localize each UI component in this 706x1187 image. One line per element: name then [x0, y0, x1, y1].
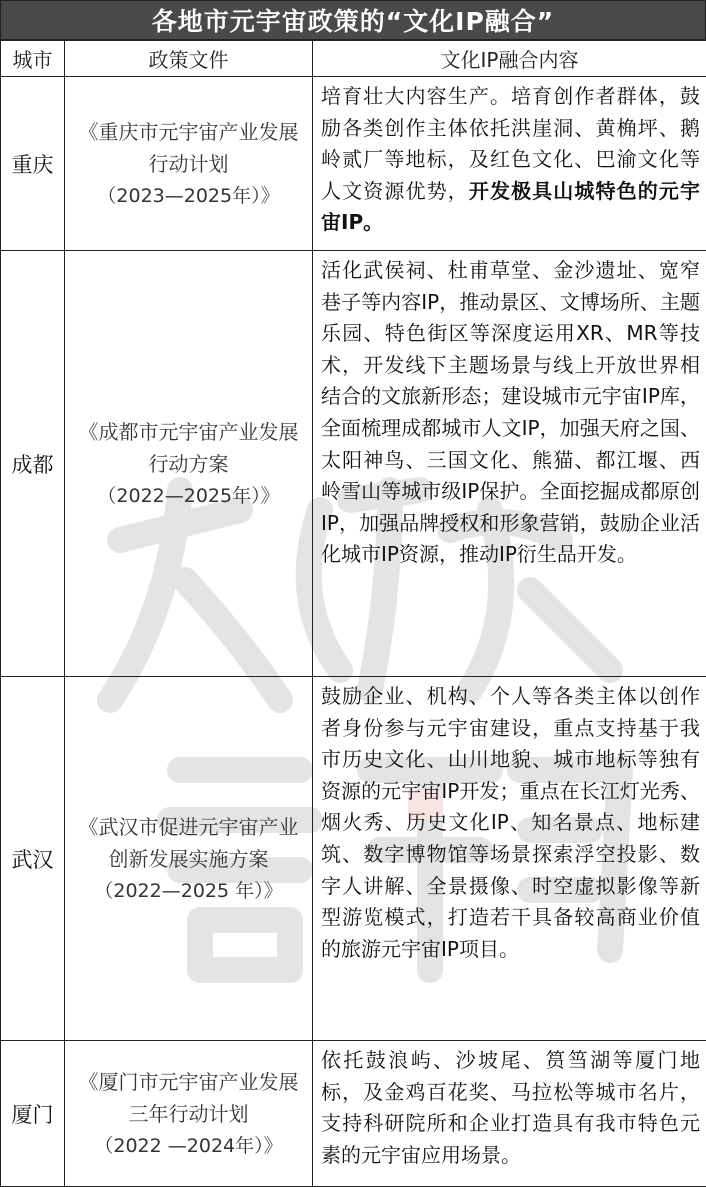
content-bold-text: 开发极具山城特色的元宇宙IP。: [321, 179, 700, 235]
policy-table: [0, 40, 706, 1187]
policy-doc-title: 《重庆市元宇宙产业发展行动计划: [79, 120, 299, 176]
policy-doc-cell: [65, 251, 313, 677]
table-row: [1, 251, 706, 677]
policy-doc-cell: [65, 677, 313, 1041]
policy-doc-title: 《武汉市促进元宇宙产业创新发展实施方案: [79, 815, 299, 871]
city-cell: 厦门: [1, 1041, 65, 1187]
table-row: [1, 77, 706, 251]
table-row: [1, 1041, 706, 1187]
header-content: 文化IP融合内容: [313, 41, 706, 77]
policy-doc-years: （2023—2025年）》: [77, 180, 300, 212]
policy-doc-title: 《成都市元宇宙产业发展行动方案: [79, 420, 299, 476]
policy-doc-cell: [65, 1041, 313, 1187]
content-text: 活化武侯祠、杜甫草堂、金沙遗址、宽窄巷子等内容IP，推动景区、文博场所、主题乐园、特色街区等深度运用XR、MR等技术，开发线下主题场景与线上开放世界相结合的文旅新形态；建设城市元宇宙IP库，全面梳理成都城市人文IP，加强天府之国、太阳神鸟、三国文化、熊猫、都江堰、西岭雪山等城市级IP保护。全面挖掘成都原创IP，加强品牌授权和形象营销，鼓励企业活化城市IP资源，推动IP衍生品开发。: [321, 258, 700, 566]
header-policy-doc: 政策文件: [65, 41, 313, 77]
city-cell: 成都: [1, 251, 65, 677]
policy-doc-title: 《厦门市元宇宙产业发展三年行动计划: [79, 1070, 299, 1126]
policy-doc-years: （2022—2025年）》: [77, 480, 300, 512]
content-text: 培育壮大内容生产。培育创作者群体，鼓励各类创作主体依托洪崖洞、黄桷坪、鹅岭贰厂等地标，及红色文化、巴渝文化等人文资源优势，: [321, 84, 700, 203]
content-cell: [313, 251, 706, 677]
table-header-row: [1, 41, 706, 77]
content-cell: [313, 1041, 706, 1187]
content-text: 鼓励企业、机构、个人等各类主体以创作者身份参与元宇宙建设，重点支持基于我市历史文化、山川地貌、城市地标等独有资源的元宇宙IP开发；重点在长江灯光秀、烟火秀、历史文化IP、知名景点、地标建筑、数字博物馆等场景探索浮空投影、数字人讲解、全景摄像、时空虚拟影像等新型游览模式，打造若干具备较高商业价值的旅游元宇宙IP项目。: [321, 684, 700, 961]
content-cell: [313, 77, 706, 251]
header-city: 城市: [1, 41, 65, 77]
city-cell: 重庆: [1, 77, 65, 251]
policy-doc-years: （2022—2025 年）》: [77, 875, 300, 907]
city-cell: 武汉: [1, 677, 65, 1041]
content-text: 依托鼓浪屿、沙坡尾、筼筜湖等厦门地标，及金鸡百花奖、马拉松等城市名片，支持科研院所和企业打造具有我市特色元素的元宇宙应用场景。: [321, 1048, 700, 1167]
policy-doc-years: （2022 —2024年）》: [77, 1130, 300, 1162]
page-title: 各地市元宇宙政策的“文化IP融合”: [0, 0, 706, 40]
content-cell: [313, 677, 706, 1041]
policy-doc-cell: [65, 77, 313, 251]
table-row: [1, 677, 706, 1041]
